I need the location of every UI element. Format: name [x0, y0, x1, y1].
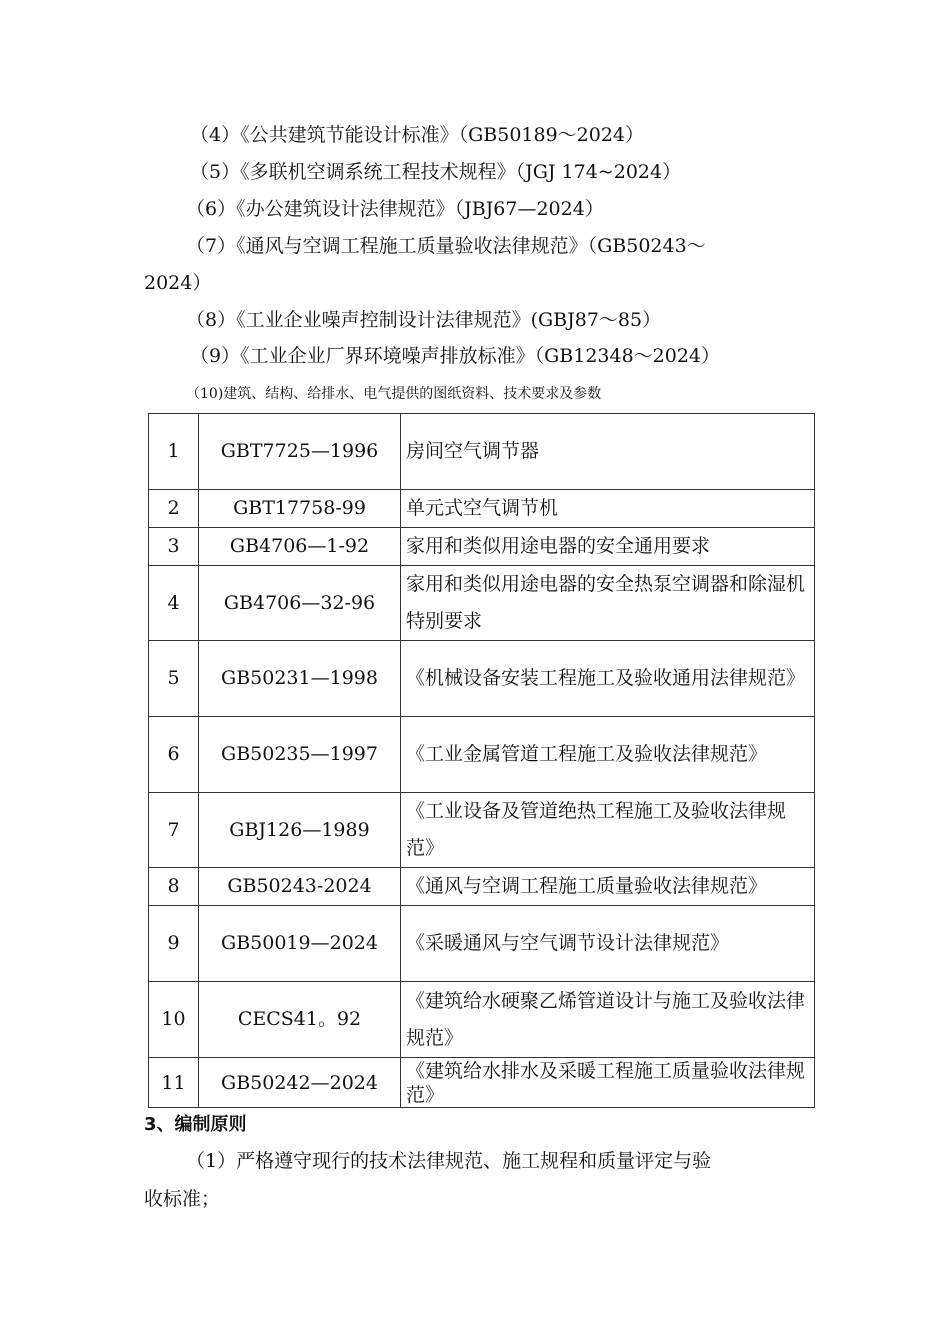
standard-code: GB50243-2024 [199, 868, 401, 906]
standard-title: 家用和类似用途电器的安全热泵空调器和除湿机特别要求 [401, 566, 815, 641]
standard-title: 《采暖通风与空气调节设计法律规范》 [401, 906, 815, 982]
standard-title: 《建筑给水硬聚乙烯管道设计与施工及验收法律规范》 [401, 982, 815, 1058]
standard-title: 家用和类似用途电器的安全通用要求 [401, 528, 815, 566]
standard-title: 房间空气调节器 [401, 414, 815, 490]
standard-title: 《建筑给水排水及采暖工程施工质量验收法律规范》 [401, 1058, 815, 1108]
standard-code: GB4706—32-96 [199, 566, 401, 641]
table-row [149, 793, 815, 868]
row-number: 3 [149, 528, 199, 566]
standard-title: 《工业设备及管道绝热工程施工及验收法律规范》 [401, 793, 815, 868]
standard-code: GBT7725—1996 [199, 414, 401, 490]
standard-title: 单元式空气调节机 [401, 490, 815, 528]
standard-code: GB50231—1998 [199, 641, 401, 717]
row-number: 7 [149, 793, 199, 868]
row-number: 9 [149, 906, 199, 982]
section-heading: 3、编制原则 [144, 1114, 247, 1135]
table-row [149, 528, 815, 566]
standard-code: GBT17758-99 [199, 490, 401, 528]
table-row [149, 566, 815, 641]
reference-9: （9）《工业企业厂界环境噪声排放标准》（GB12348～2024） [190, 345, 721, 367]
table-row [149, 906, 815, 982]
table-row [149, 717, 815, 793]
row-number: 4 [149, 566, 199, 641]
reference-8: （8）《工业企业噪声控制设计法律规范》(GBJ87～85） [186, 309, 662, 331]
standard-code: GB50242—2024 [199, 1058, 401, 1108]
table-row [149, 1058, 815, 1108]
row-number: 1 [149, 414, 199, 490]
standards-table [148, 413, 815, 1108]
reference-5: （5）《多联机空调系统工程技术规程》（JGJ 174~2024） [190, 161, 682, 183]
reference-6: （6）《办公建筑设计法律规范》（JBJ67—2024） [186, 198, 604, 220]
table-row [149, 982, 815, 1058]
row-number: 2 [149, 490, 199, 528]
table-row [149, 490, 815, 528]
standard-code: GBJ126—1989 [199, 793, 401, 868]
table-row [149, 414, 815, 490]
standard-code: GB50019—2024 [199, 906, 401, 982]
principle-paragraph-line2: 收标准； [144, 1188, 221, 1210]
reference-4: （4）《公共建筑节能设计标准》（GB50189～2024） [190, 124, 645, 146]
row-number: 11 [149, 1058, 199, 1108]
row-number: 6 [149, 717, 199, 793]
standard-title: 《工业金属管道工程施工及验收法律规范》 [401, 717, 815, 793]
principle-paragraph-line1: （1）严格遵守现行的技术法律规范、施工规程和质量评定与验 [186, 1150, 712, 1172]
standard-code: CECS41。92 [199, 982, 401, 1058]
reference-10: （10)建筑、结构、给排水、电气提供的图纸资料、技术要求及参数 [186, 386, 602, 402]
standard-code: GB4706—1-92 [199, 528, 401, 566]
standard-title: 《机械设备安装工程施工及验收通用法律规范》 [401, 641, 815, 717]
reference-7: （7）《通风与空调工程施工质量验收法律规范》（GB50243～ [186, 235, 706, 257]
table-row [149, 641, 815, 717]
standard-title: 《通风与空调工程施工质量验收法律规范》 [401, 868, 815, 906]
row-number: 10 [149, 982, 199, 1058]
row-number: 5 [149, 641, 199, 717]
table-row [149, 868, 815, 906]
standard-code: GB50235—1997 [199, 717, 401, 793]
reference-7-cont: 2024） [144, 272, 212, 294]
row-number: 8 [149, 868, 199, 906]
